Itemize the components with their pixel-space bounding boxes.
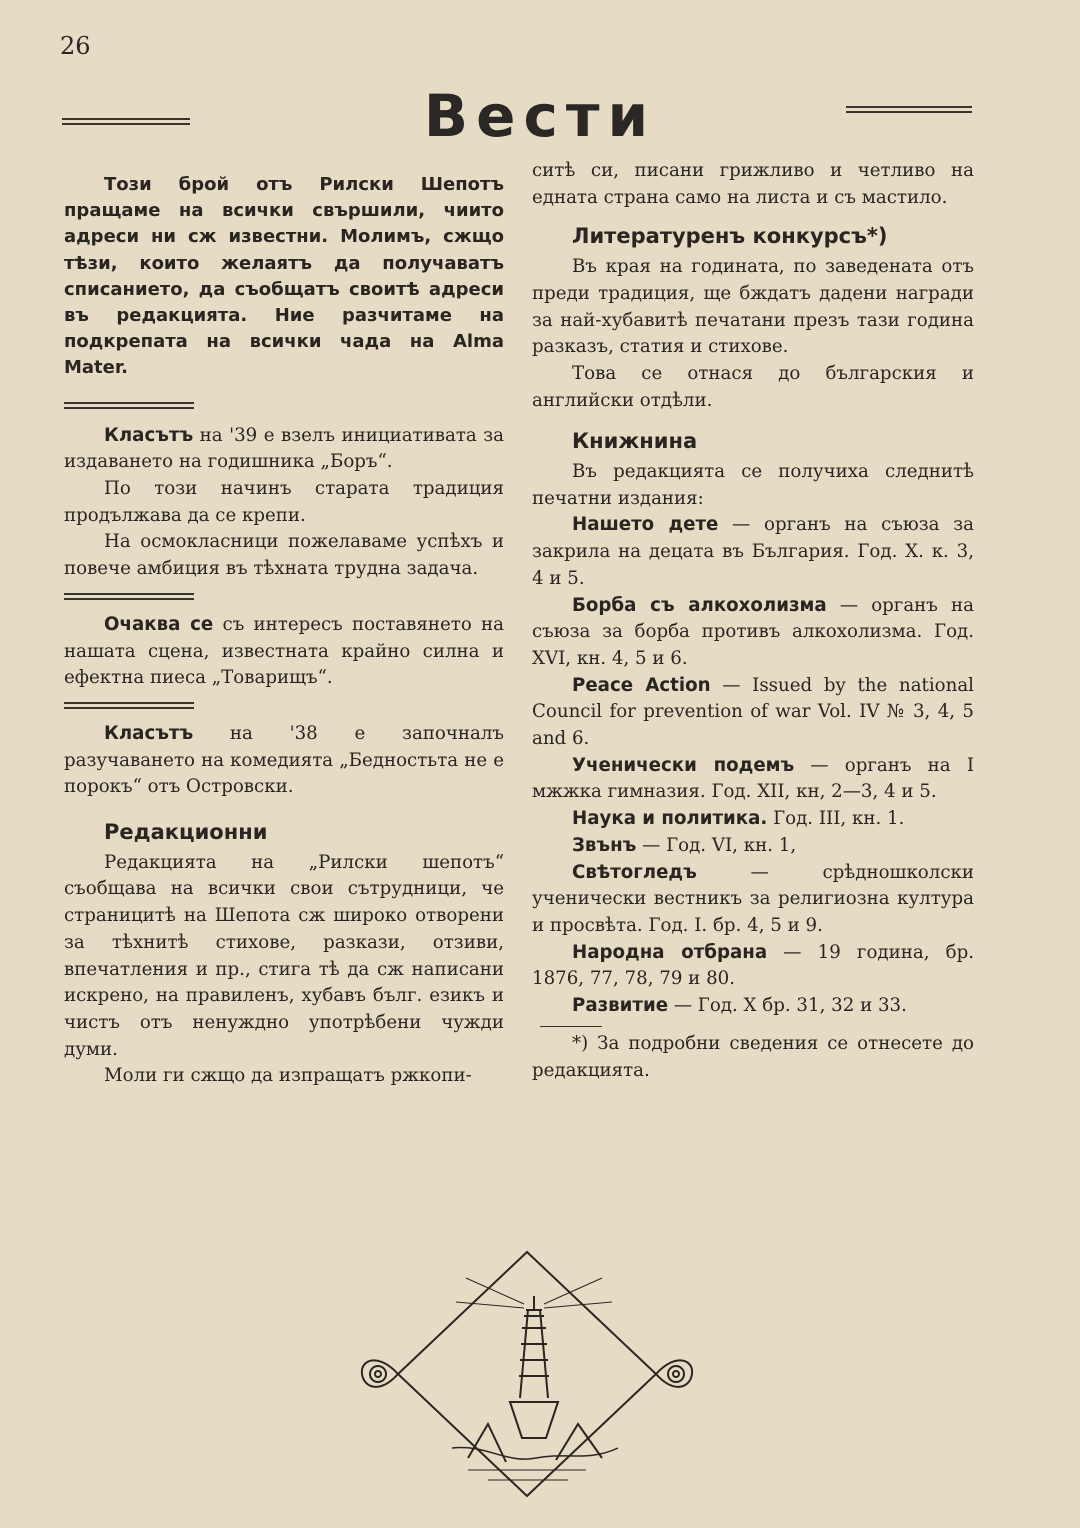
book-item-desc: — органъ на I мжжка гимназия. Год. XII, кн, 2—3, 4 и 5.: [532, 754, 975, 803]
section-divider: [64, 593, 194, 600]
editorial-p1: Редакцията на „Рилски шепотъ“ съобщава на всички свои сътрудници, че страницитѣ на Шепота сж широко отворени за тѣхнитѣ стихове, разкази, отзиви, впечатления и пр., стига тѣ да сж написани искрено, на правиленъ, хубавъ бълг. езикъ и чистъ отъ ненуждно употрѣбени чужди думи.: [64, 851, 504, 1060]
book-item: [532, 512, 974, 592]
book-item-name: Peace Action: [572, 674, 711, 696]
book-item-name: Ученически подемъ: [572, 754, 795, 776]
book-item: [532, 833, 974, 860]
class39-p3: На осмокласници пожелаваме успѣхъ и повече амбиция въ тѣхната трудна задача.: [64, 531, 504, 580]
book-item: [532, 860, 974, 940]
expected-text: съ интересъ поставянето на нашата сцена, известната крайно силна и ефектна пиеса „Товарищъ“.: [64, 613, 504, 689]
expected-lead: Очаква се: [104, 613, 214, 635]
footnote-rule: [540, 1026, 602, 1027]
class39-p2: По този начинъ старата традиция продължава да се крепи.: [64, 478, 504, 526]
book-item: [532, 806, 974, 833]
book-item: [532, 753, 974, 806]
book-item: [532, 673, 974, 753]
class38-lead: Класътъ: [104, 722, 194, 744]
book-item-name: Нашето дете: [572, 514, 719, 536]
book-item-name: Наука и политика.: [572, 808, 768, 830]
book-item-desc: — органъ на съюза за закрила на децата въ България. Год. X. к. 3, 4 и 5.: [532, 514, 974, 589]
expected-paragraph: [64, 612, 504, 692]
book-item: [532, 993, 974, 1020]
book-item-desc: — органъ на съюза за борба противъ алкохолизма. Год. XVI, кн. 4, 5 и 6.: [532, 594, 974, 669]
class39-text: на '39 е взелъ инициативата за издаването на годишника „Боръ“.: [64, 424, 504, 473]
right-column: [532, 158, 974, 1084]
books-intro: Въ редакцията се получиха следнитѣ печатни издания:: [532, 461, 974, 509]
class39-paragraph: [64, 423, 504, 476]
editorial-p2: Моли ги сжщо да изпращатъ ржкопи-: [104, 1065, 472, 1087]
page-title: Вести: [423, 82, 657, 150]
section-divider: [64, 702, 194, 709]
book-item-desc: — Год. VI, кн. 1,: [636, 834, 797, 856]
book-item-desc: — Год. X бр. 31, 32 и 33.: [668, 995, 907, 1017]
book-item-desc: — Issued by the national Council for prevention of war Vol. IV № 3, 4, 5 and 6.: [532, 674, 974, 750]
book-item: [532, 593, 974, 673]
book-item-desc: — 19 година, бр. 1876, 77, 78, 79 и 80.: [532, 941, 974, 990]
continuation-paragraph: ситѣ си, писани грижливо и четливо на едната страна само на листа и съ мастило.: [532, 160, 974, 208]
section-divider: [64, 402, 194, 409]
book-item-name: Народна отбрана: [572, 941, 768, 963]
class39-lead: Класътъ: [104, 424, 194, 446]
contest-p1: Въ края на годината, по заведената отъ преди традиция, ще бждатъ дадени награди за най-хубавитѣ печатани презъ тази година разказъ, статия и стихове.: [532, 256, 974, 358]
contest-heading: Литературенъ конкурсъ*): [572, 224, 888, 249]
intro-paragraph: Този брой отъ Рилски Шепотъ пращаме на всички свършили, чиито адреси ни сж известни. Молимъ, сжщо тѣзи, които желаятъ да получаватъ списанието, да съобщатъ своитѣ адреси въ редакцията. Ние разчитаме на подкрепата на всички чада на Alma Mater.: [64, 174, 504, 379]
lighthouse-emblem: [356, 1248, 698, 1500]
book-item-desc: Год. III, кн. 1.: [767, 808, 905, 830]
editorial-heading: Редакционни: [104, 820, 268, 845]
footnote: *) За подробни сведения се отнесете до редакцията.: [532, 1032, 974, 1081]
book-item: [532, 940, 974, 993]
class38-paragraph: [64, 721, 504, 801]
class38-text: на '38 е започналъ разучаването на комедията „Бедностьта не е порокъ“ отъ Островски.: [64, 722, 504, 798]
header-rule-right: [846, 106, 972, 113]
book-item-name: Борба съ алкохолизма: [572, 594, 827, 616]
book-item-desc: — срѣдношколски ученически вестникъ за религиозна култура и просвѣта. Год. I. бр. 4, 5 и 9.: [532, 861, 974, 936]
book-item-name: Свѣтогледъ: [572, 861, 697, 883]
book-item-name: Звънъ: [572, 834, 637, 856]
book-item-name: Развитие: [572, 995, 669, 1017]
books-heading: Книжнина: [572, 429, 698, 454]
contest-p2: Това се отнася до българския и английски отдѣли.: [532, 362, 974, 411]
left-column: [64, 172, 504, 1090]
page-number: 26: [60, 32, 91, 60]
